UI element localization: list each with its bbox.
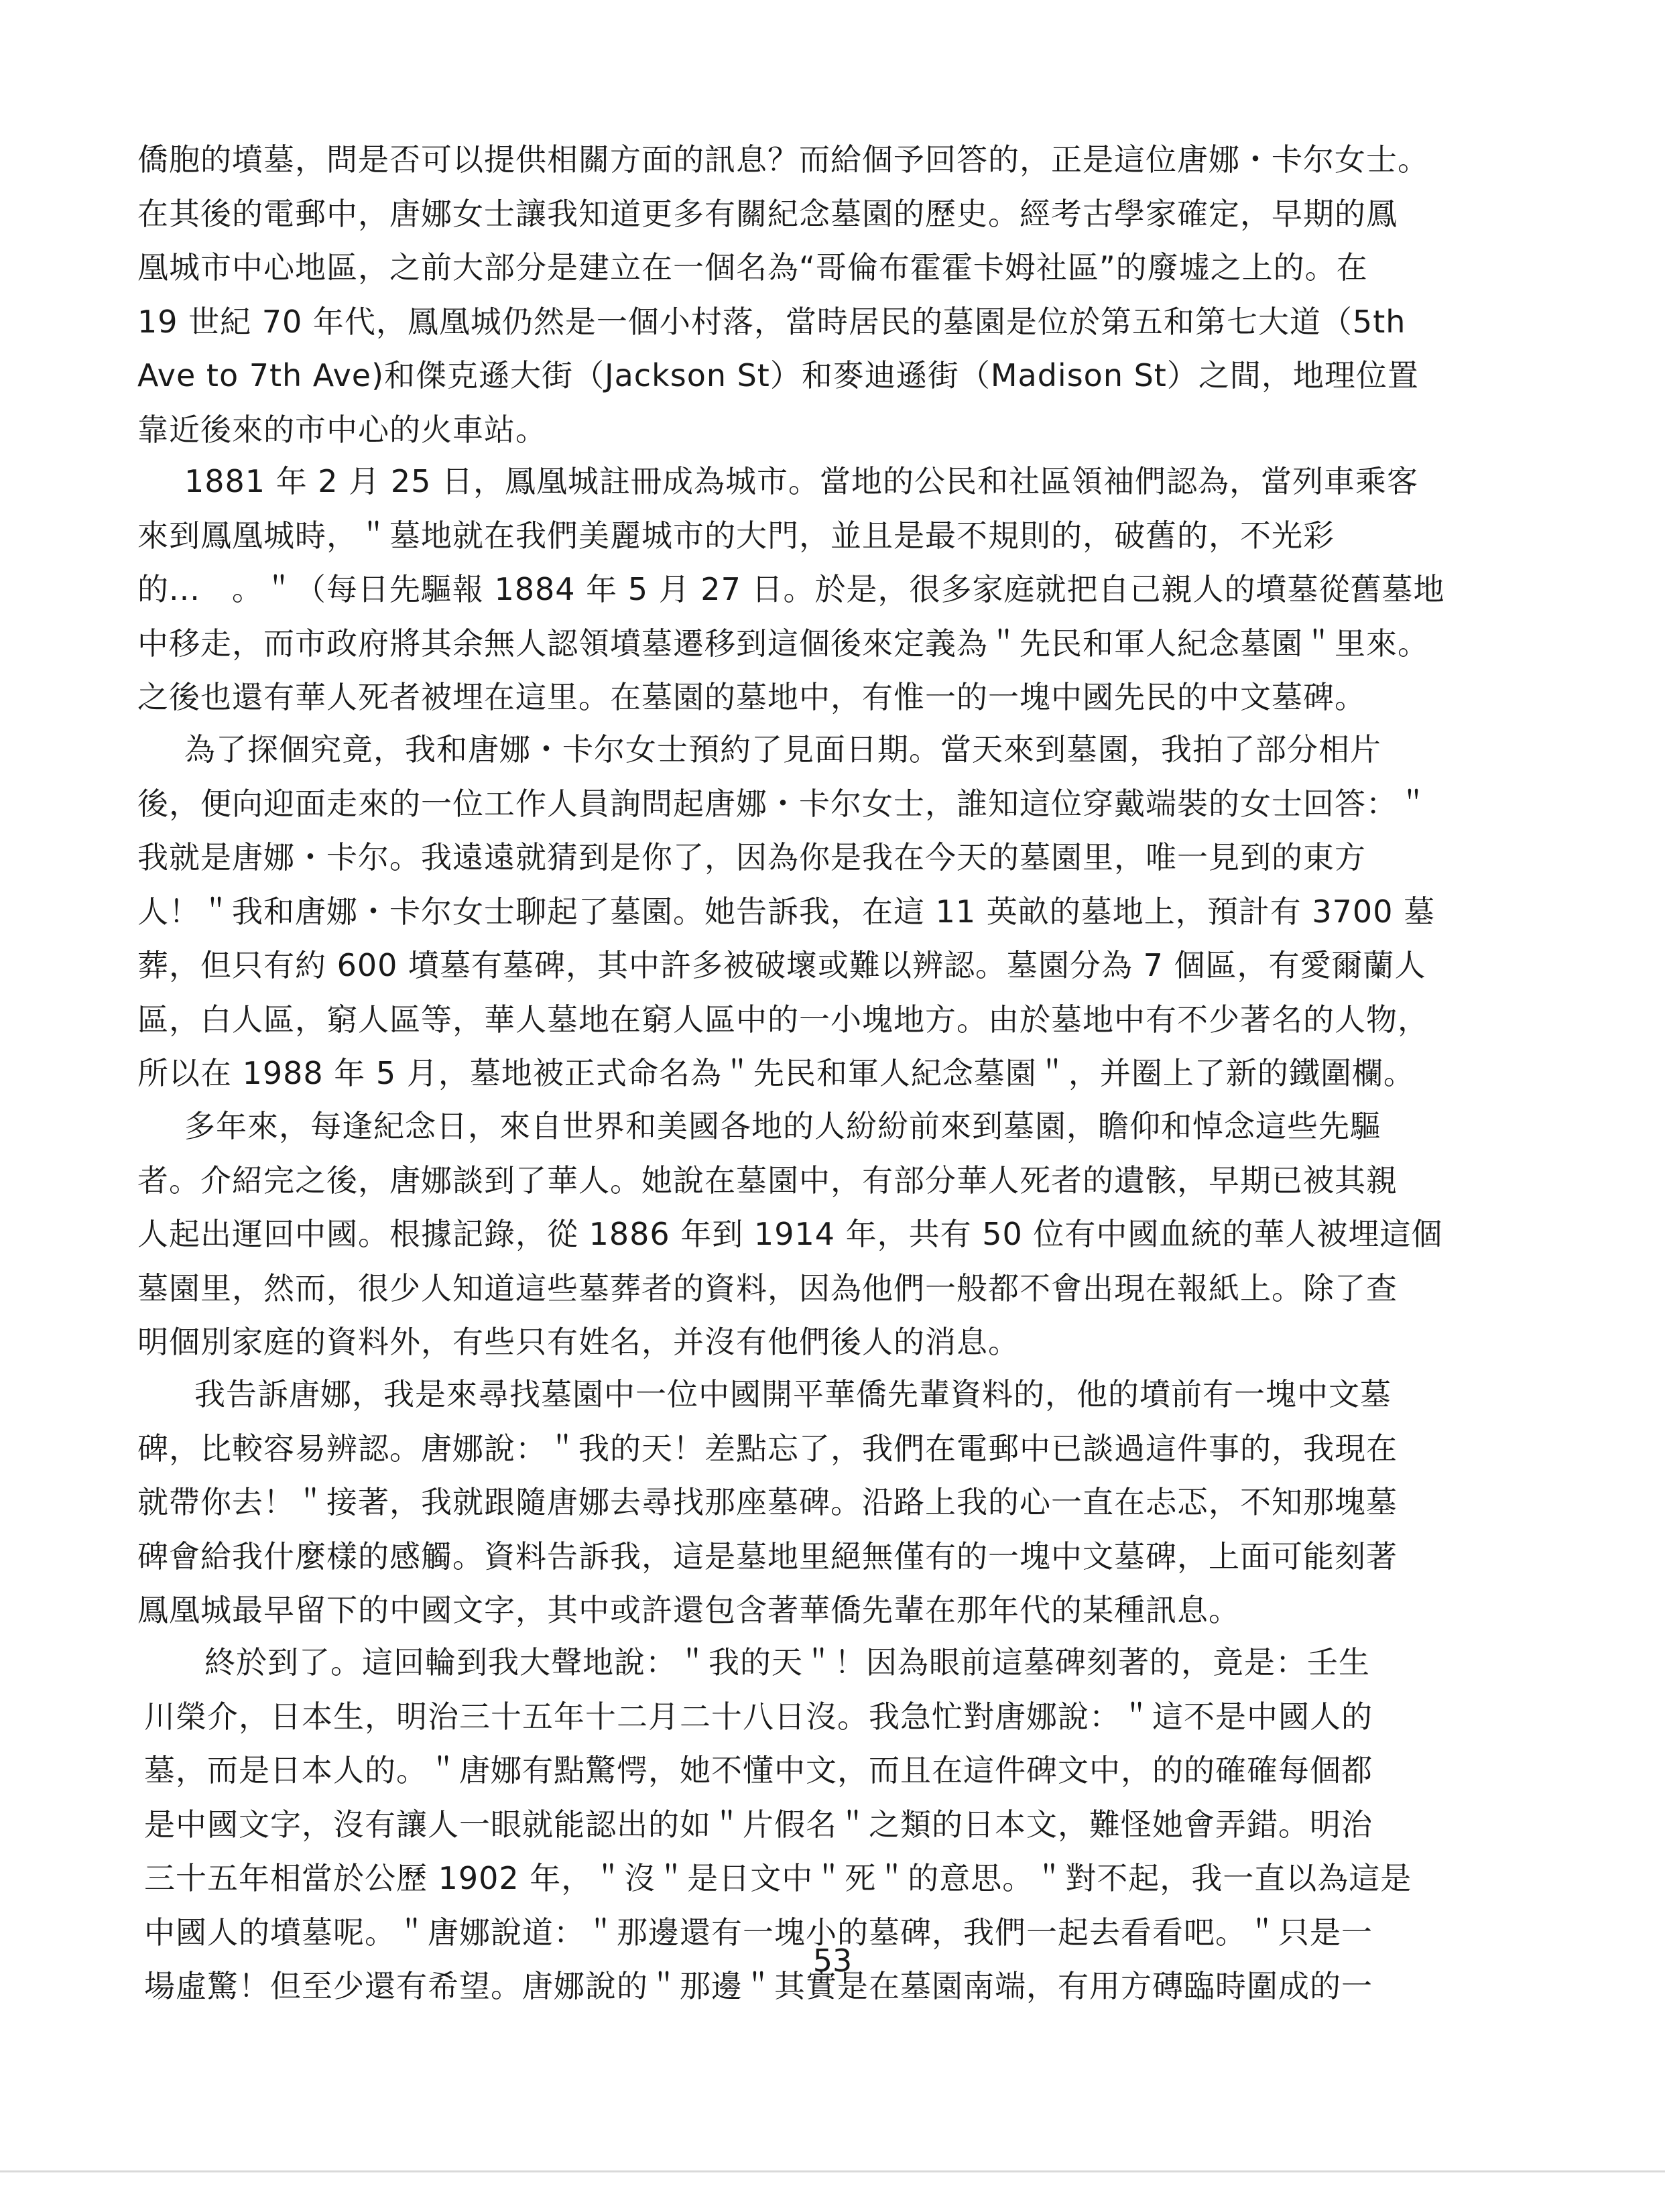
text-line: 明個別家庭的資料外，有些只有姓名，并沒有他們後人的消息。 xyxy=(137,1324,1020,1360)
text-line: 僑胞的墳墓，問是否可以提供相關方面的訊息？而給個予回答的，正是這位唐娜・卡尔女士。 xyxy=(137,141,1429,178)
text-line: 靠近後來的市中心的火車站。 xyxy=(137,411,547,448)
text-line: 墓園里，然而，很少人知道這些墓葬者的資料，因為他們一般都不會出現在報紙上。除了查 xyxy=(137,1270,1398,1306)
text-line: 人起出運回中國。根據記錄，從 1886 年到 1914 年，共有 50 位有中國血統的華人被埋這個 xyxy=(137,1216,1443,1252)
text-line: 就帶你去！＂接著，我就跟隨唐娜去尋找那座墓碑。沿路上我的心一直在忐忑，不知那塊墓 xyxy=(137,1484,1398,1520)
text-line: 碑，比較容易辨認。唐娜說：＂我的天！差點忘了，我們在電郵中已談過這件事的，我現在 xyxy=(137,1430,1398,1467)
paragraph-chinese-burials xyxy=(137,1099,1585,1369)
text-line: 區，白人區，窮人區等，華人墓地在窮人區中的一小塊地方。由於墓地中有不少著名的人物， xyxy=(137,1001,1429,1038)
text-line: 中移走，而市政府將其余無人認領墳墓遷移到這個後來定義為＂先民和軍人紀念墓園＂里來。 xyxy=(137,625,1429,662)
page-number: 53 xyxy=(812,1943,853,1979)
text-line: 後，便向迎面走來的一位工作人員詢問起唐娜・卡尔女士，誰知這位穿戴端裝的女士回答：＂ xyxy=(137,785,1429,822)
text-line: 來到鳳凰城時，＂墓地就在我們美麗城市的大門，並且是最不規則的，破舊的，不光彩 xyxy=(137,517,1335,554)
paragraph-meeting-donna xyxy=(137,723,1585,1101)
text-line: 碑會給我什麼樣的感觸。資料告訴我，這是墓地里絕無僅有的一塊中文墓碑，上面可能刻著 xyxy=(137,1538,1398,1575)
text-line: 所以在 1988 年 5 月，墓地被正式命名為＂先民和軍人紀念墓園＂，并圈上了新的鐵圍欄。 xyxy=(137,1055,1415,1091)
text-line: 鳳凰城最早留下的中國文字，其中或許還包含著華僑先輩在那年代的某種訊息。 xyxy=(137,1592,1240,1628)
text-line: 我告訴唐娜，我是來尋找墓園中一位中國開平華僑先輩資料的，他的墳前有一塊中文墓 xyxy=(194,1376,1392,1412)
text-line: 人！＂我和唐娜・卡尔女士聊起了墓園。她告訴我，在這 11 英畝的墓地上，預計有 3700 墓 xyxy=(137,893,1436,930)
text-line: 終於到了。這回輪到我大聲地說：＂我的天＂！因為眼前這墓碑刻著的，竟是：壬生 xyxy=(204,1644,1370,1680)
text-line: Ave to 7th Ave)和傑克遜大街（Jackson St）和麥迪遜街（Madison St）之間，地理位置 xyxy=(137,357,1419,393)
text-line: 中國人的墳墓呢。＂唐娜說道：＂那邊還有一塊小的墓碑，我們一起去看看吧。＂只是一 xyxy=(144,1914,1373,1951)
paragraph-cemetery-history xyxy=(137,133,1538,456)
text-line: 葬，但只有約 600 墳墓有墓碑，其中許多被破壞或難以辨認。墓園分為 7 個區，有愛爾蘭人 xyxy=(137,947,1426,983)
text-line: 是中國文字，沒有讓人一眼就能認出的如＂片假名＂之類的日本文，難怪她會弄錯。明治 xyxy=(144,1806,1373,1843)
paragraph-city-registration xyxy=(137,454,1585,725)
text-line: 多年來，每逢紀念日，來自世界和美國各地的人紛紛前來到墓園，瞻仰和悼念這些先驅 xyxy=(184,1108,1381,1144)
text-line: 墓，而是日本人的。＂唐娜有點驚愕，她不懂中文，而且在這件碑文中，的的確確每個都 xyxy=(144,1752,1373,1788)
text-line: 在其後的電郵中，唐娜女士讓我知道更多有關紀念墓園的歷史。經考古學家確定，早期的鳳 xyxy=(137,195,1398,232)
text-line: 的... 。＂（每日先驅報 1884 年 5 月 27 日。於是，很多家庭就把自己親人的墳墓從舊墓地 xyxy=(137,571,1445,607)
paragraph-search-tombstone xyxy=(137,1367,1595,1638)
text-line: 為了探個究竟，我和唐娜・卡尔女士預約了見面日期。當天來到墓園，我拍了部分相片 xyxy=(184,731,1381,767)
text-line: 之後也還有華人死者被埋在這里。在墓園的墓地中，有惟一的一塊中國先民的中文墓碑。 xyxy=(137,679,1366,715)
text-line: 者。介紹完之後，唐娜談到了華人。她說在墓園中，有部分華人死者的遺骸，早期已被其親 xyxy=(137,1162,1398,1199)
text-line: 我就是唐娜・卡尔。我遠遠就猜到是你了，因為你是我在今天的墓園里，唯一見到的東方 xyxy=(137,839,1366,875)
text-line: 場虛驚！但至少還有希望。唐娜說的＂那邊＂其實是在墓園南端，有用方磚臨時圍成的一 xyxy=(144,1968,1373,2004)
text-line: 凰城市中心地區，之前大部分是建立在一個名為“哥倫布霍霍卡姆社區”的廢墟之上的。在 xyxy=(137,249,1368,286)
scan-edge-divider xyxy=(0,2170,1665,2172)
text-line: 川榮介，日本生，明治三十五年十二月二十八日沒。我急忙對唐娜說：＂這不是中國人的 xyxy=(144,1698,1373,1735)
text-line: 1881 年 2 月 25 日，鳳凰城註冊成為城市。當地的公民和社區領袖們認為，當列車乘客 xyxy=(184,463,1418,499)
text-line: 19 世紀 70 年代，鳳凰城仍然是一個小村落，當時居民的墓園是位於第五和第七大道（5th xyxy=(137,303,1406,340)
text-line: 三十五年相當於公歷 1902 年，＂沒＂是日文中＂死＂的意思。＂對不起，我一直以為這是 xyxy=(144,1860,1412,1896)
